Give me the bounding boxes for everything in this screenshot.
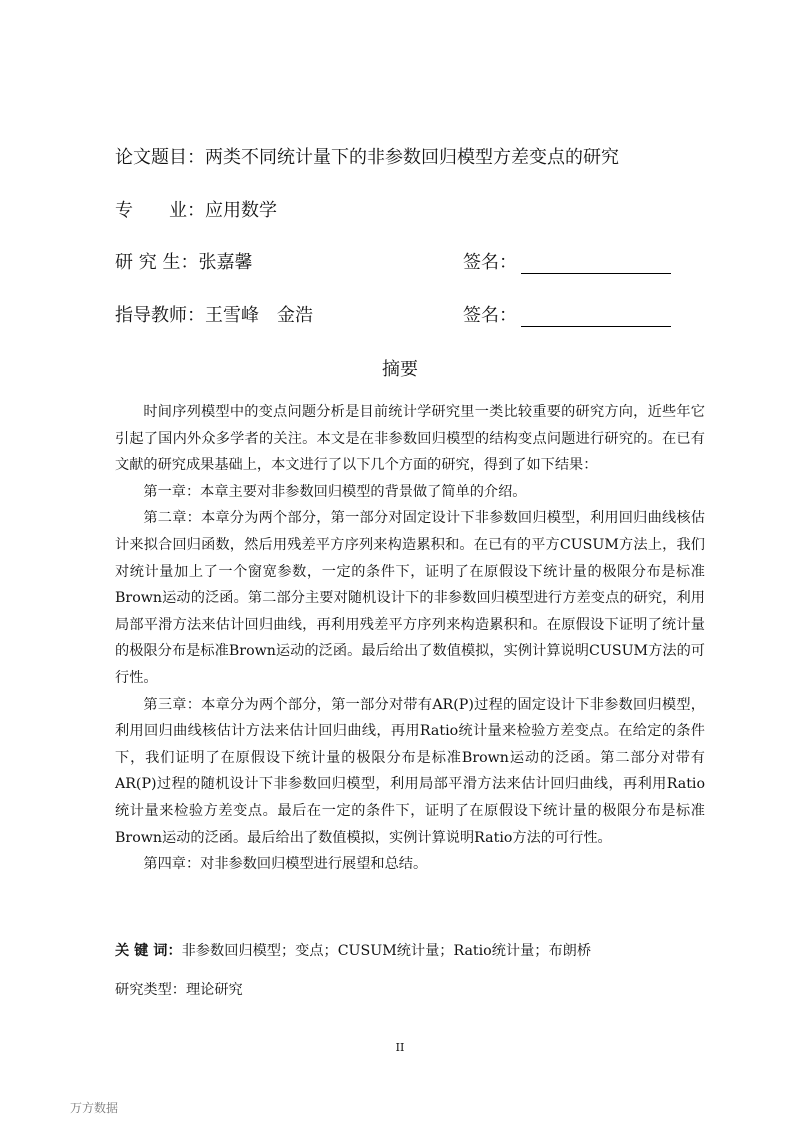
abstract-paragraph-chapter2: 第二章：本章分为两个部分，第一部分对固定设计下非参数回归模型，利用回归曲线核估计来拟合回归函数，然后用残差平方序列来构造累积和。在已有的平方CUSUM方法上，我们对统计量加上了一个窗宽参数，一定的条件下，证明了在原假设下统计量的极限分布是标准Brown运动的泛函。第二部分主要对随机设计下的非参数回归模型进行方差变点的研究，利用局部平滑方法来估计回归曲线，再利用残差平方序列来构造累积和。在原假设下证明了统计量的极限分布是标准Brown运动的泛函。最后给出了数值模拟，实例计算说明CUSUM方法的可行性。 [115, 510, 705, 686]
keywords-line [115, 940, 715, 960]
major-label: 专 业： [115, 200, 205, 221]
keywords-value: 非参数回归模型；变点；CUSUM统计量；Ratio统计量；布朗桥 [181, 943, 592, 959]
student-signature-line [521, 253, 671, 274]
page-number: II [395, 1041, 405, 1054]
thesis-title-line [115, 143, 619, 169]
research-type-line [115, 979, 243, 999]
abstract-body [115, 399, 705, 878]
advisor-signature-label: 签名： [463, 305, 517, 326]
abstract-heading: 摘要 [382, 359, 418, 380]
thesis-title: 两类不同统计量下的非参数回归模型方差变点的研究 [205, 147, 619, 168]
keywords-label: 关 键 词： [115, 943, 182, 959]
student-name: 张嘉馨 [198, 252, 253, 273]
abstract-paragraph-chapter3: 第三章：本章分为两个部分，第一部分对带有AR(P)过程的固定设计下非参数回归模型，利用回归曲线核估计方法来估计回归曲线，再用Ratio统计量来检验方差变点。在给定的条件下，我们证明了在原假设下统计量的极限分布是标准Brown运动的泛函。第二部分对带有AR(P)过程的随机设计下非参数回归模型，利用局部平滑方法来估计回归曲线，再利用Ratio统计量来检验方差变点。最后在一定的条件下，证明了在原假设下统计量的极限分布是标准Brown运动的泛函。最后给出了数值模拟，实例计算说明Ratio方法的可行性。 [115, 696, 705, 846]
student-label: 研 究 生： [115, 252, 199, 273]
student-signature [463, 248, 671, 274]
advisor-names: 王雪峰 金浩 [205, 305, 313, 326]
advisor-label: 指导教师： [115, 305, 205, 326]
research-type-label: 研究类型： [115, 982, 186, 998]
research-type-value: 理论研究 [185, 982, 243, 998]
advisor-line [115, 301, 313, 327]
abstract-paragraph-intro: 时间序列模型中的变点问题分析是目前统计学研究里一类比较重要的研究方向，近些年它引起了国内外众多学者的关注。本文是在非参数回归模型的结构变点问题进行研究的。在已有文献的研究成果基础上，本文进行了以下几个方面的研究，得到了如下结果： [115, 404, 705, 474]
thesis-title-label: 论文题目： [115, 147, 205, 168]
abstract-paragraph-chapter4: 第四章：对非参数回归模型进行展望和总结。 [143, 856, 428, 873]
student-line [115, 248, 252, 274]
major-value: 应用数学 [205, 200, 277, 221]
abstract-paragraph-chapter1: 第一章：本章主要对非参数回归模型的背景做了简单的介绍。 [143, 483, 527, 500]
student-signature-label: 签名： [463, 252, 517, 273]
advisor-signature-line [521, 306, 671, 327]
watermark-text: 万方数据 [70, 1101, 119, 1115]
major-line [115, 196, 277, 222]
advisor-signature [463, 301, 671, 327]
